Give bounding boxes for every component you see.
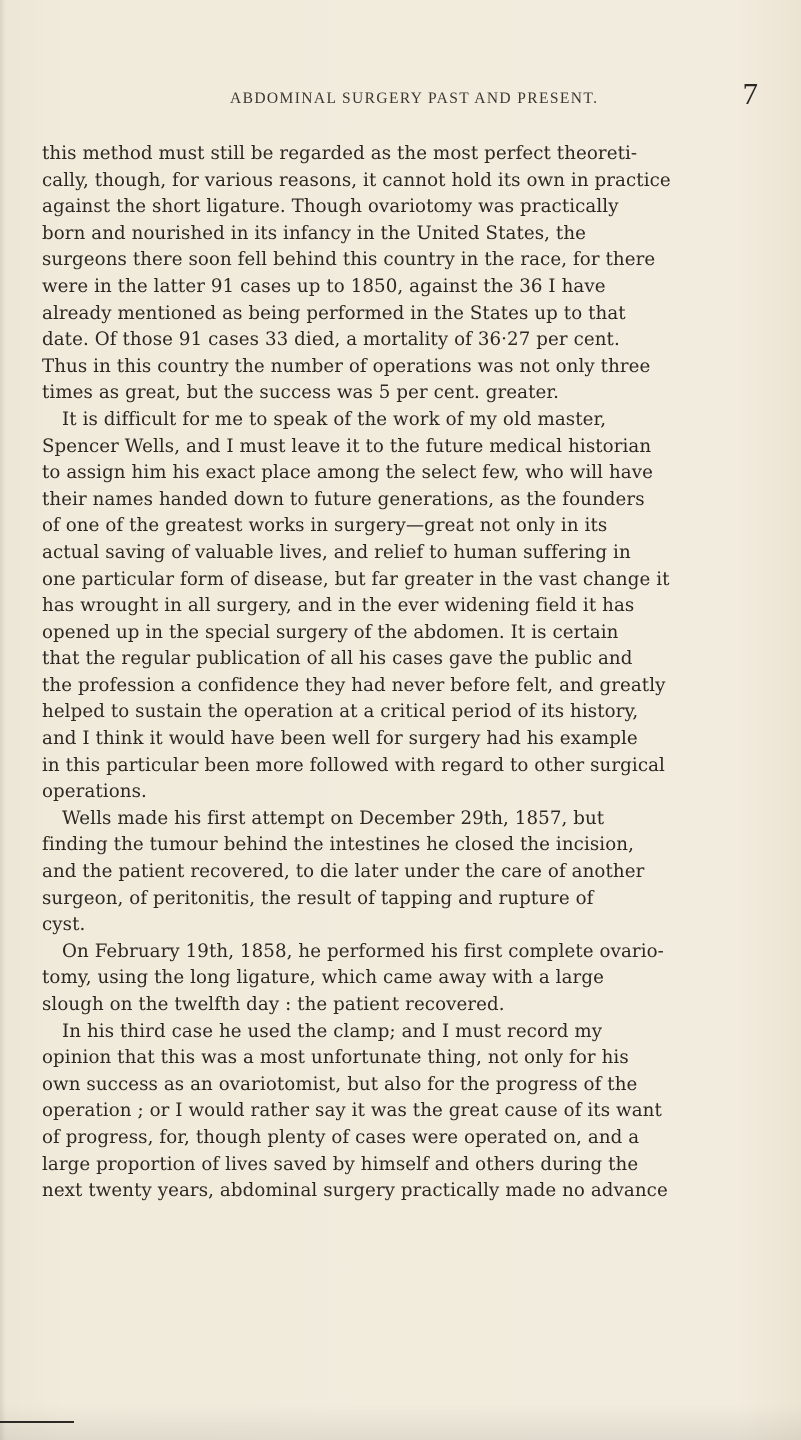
text-line: times as great, but the success was 5 per cent. greater. xyxy=(42,382,560,404)
page-number: 7 xyxy=(742,76,758,111)
paragraph-first-line: On February 19th, 1858, he performed his first complete ovario- xyxy=(62,940,664,962)
text-line: that the regular publication of all his cases gave the public and xyxy=(42,648,633,670)
paragraph-first-line: Wells made his first attempt on December 29th, 1857, but xyxy=(62,807,605,829)
text-line: next twenty years, abdominal surgery practically made no advance xyxy=(42,1180,668,1202)
text-line: in this particular been more followed with regard to other surgical xyxy=(42,754,665,776)
text-line: cyst. xyxy=(42,914,86,936)
text-line: surgeons there soon fell behind this country in the race, for there xyxy=(42,249,656,271)
text-line: date. Of those 91 cases 33 died, a mortality of 36·27 per cent. xyxy=(42,329,620,351)
paragraph-first-line: In his third case he used the clamp; and I must record my xyxy=(62,1020,603,1042)
page-bottom-shadow xyxy=(0,1404,801,1440)
text-line: opinion that this was a most unfortunate thing, not only for his xyxy=(42,1047,629,1069)
text-line: tomy, using the long ligature, which came away with a large xyxy=(42,967,604,989)
text-line: of progress, for, though plenty of cases were operated on, and a xyxy=(42,1126,640,1148)
body-text xyxy=(42,141,766,1205)
text-line: operations. xyxy=(42,781,147,803)
text-line: surgeon, of peritonitis, the result of tapping and rupture of xyxy=(42,887,594,909)
page-header xyxy=(86,76,758,130)
page-edge-mark xyxy=(0,1421,74,1423)
text-line: large proportion of lives saved by himself and others during the xyxy=(42,1153,639,1175)
text-line: Spencer Wells, and I must leave it to the future medical historian xyxy=(42,435,652,457)
text-line: and the patient recovered, to die later under the care of another xyxy=(42,861,645,883)
text-line: cally, though, for various reasons, it cannot hold its own in practice xyxy=(42,169,671,191)
text-line: operation ; or I would rather say it was the great cause of its want xyxy=(42,1100,662,1122)
text-line: slough on the twelfth day : the patient recovered. xyxy=(42,994,505,1015)
text-line: already mentioned as being performed in the States up to that xyxy=(42,302,626,324)
text-line: opened up in the special surgery of the abdomen. It is certain xyxy=(42,621,619,643)
running-head: ABDOMINAL SURGERY PAST AND PRESENT. xyxy=(230,90,599,107)
page-gutter-shadow xyxy=(0,0,6,1440)
text-line: this method must still be regarded as the most perfect theoreti- xyxy=(42,143,638,164)
text-line: born and nourished in its infancy in the United States, the xyxy=(42,222,586,244)
text-line: and I think it would have been well for surgery had his example xyxy=(42,728,638,750)
text-line: against the short ligature. Though ovariotomy was practically xyxy=(42,196,619,218)
text-line: were in the latter 91 cases up to 1850, against the 36 I have xyxy=(42,275,606,297)
paragraph-first-line: It is difficult for me to speak of the work of my old master, xyxy=(62,408,607,430)
text-line: finding the tumour behind the intestines he closed the incision, xyxy=(42,834,634,856)
text-line: own success as an ovariotomist, but also for the progress of the xyxy=(42,1073,638,1095)
text-line: one particular form of disease, but far greater in the vast change it xyxy=(42,568,670,590)
text-line: helped to sustain the operation at a critical period of its history, xyxy=(42,701,639,723)
text-line: of one of the greatest works in surgery—great not only in its xyxy=(42,515,608,537)
text-line: Thus in this country the number of operations was not only three xyxy=(42,355,651,377)
text-line: has wrought in all surgery, and in the ever widening field it has xyxy=(42,595,635,617)
text-line: actual saving of valuable lives, and relief to human suffering in xyxy=(42,541,631,563)
text-line: the profession a confidence they had never before felt, and greatly xyxy=(42,674,666,696)
text-line: to assign him his exact place among the select few, who will have xyxy=(42,462,653,484)
text-line: their names handed down to future generations, as the founders xyxy=(42,488,645,510)
